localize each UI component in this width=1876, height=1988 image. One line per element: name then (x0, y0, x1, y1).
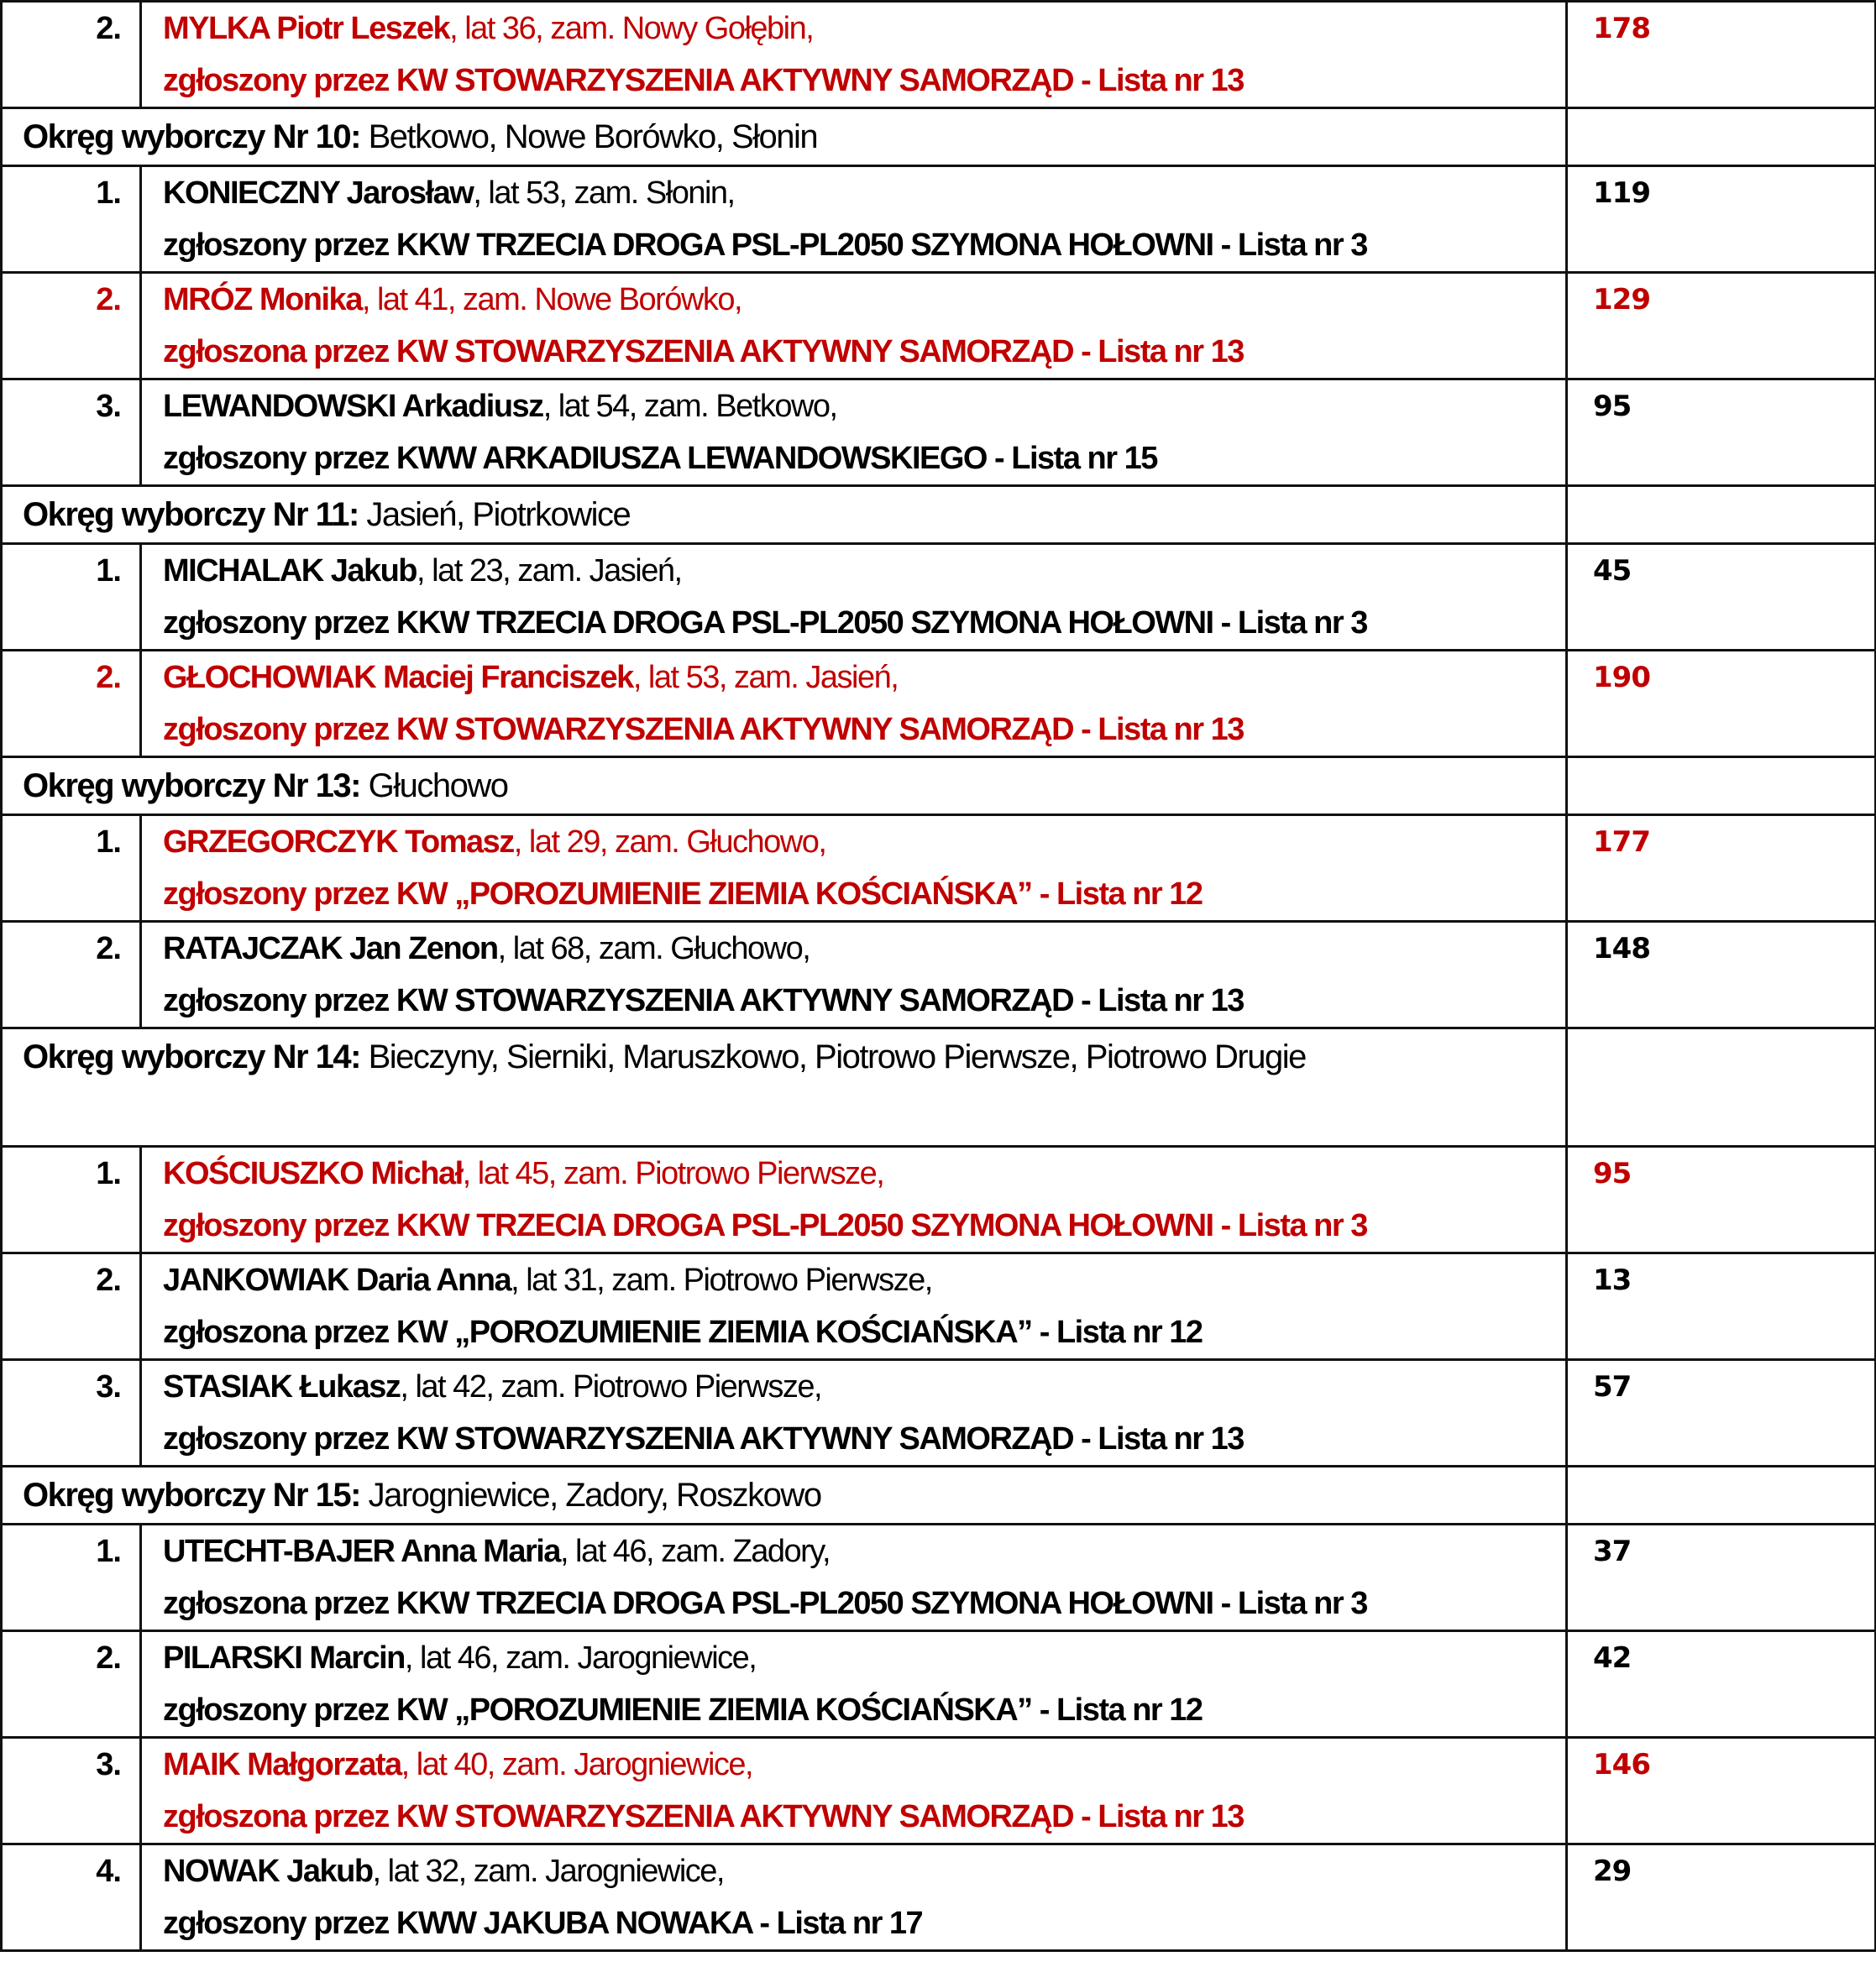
candidate-number-text: 1. (96, 824, 121, 860)
candidate-number (2, 1253, 141, 1360)
candidate-nominating-committee: zgłoszona przez KW STOWARZYSZENIA AKTYWNY SAMORZĄD - Lista nr 13 (163, 1799, 1244, 1834)
district-header (2, 757, 1567, 815)
candidate-row (2, 2, 1876, 108)
candidate-row (2, 1525, 1876, 1631)
candidate-row (2, 379, 1876, 486)
candidate-row (2, 273, 1876, 379)
candidate-number (2, 1844, 141, 1951)
district-header (2, 1467, 1567, 1525)
candidate-nominating-committee: zgłoszony przez KKW TRZECIA DROGA PSL-PL2050 SZYMONA HOŁOWNI - Lista nr 3 (163, 1208, 1367, 1243)
candidate-info (141, 1631, 1567, 1738)
candidate-votes (1567, 1844, 1876, 1951)
candidate-name: NOWAK Jakub (163, 1854, 373, 1889)
candidate-nominating-committee: zgłoszona przez KW „POROZUMIENIE ZIEMIA KOŚCIAŃSKA” - Lista nr 12 (163, 1315, 1203, 1350)
candidate-name: GŁOCHOWIAK Maciej Franciszek (163, 660, 633, 695)
candidate-info (141, 1738, 1567, 1844)
candidate-details: , lat 40, zam. Jarogniewice, (401, 1747, 753, 1782)
candidate-info (141, 1360, 1567, 1467)
candidate-details: , lat 31, zam. Piotrowo Pierwsze, (511, 1263, 932, 1298)
candidate-details: , lat 29, zam. Głuchowo, (513, 824, 826, 860)
candidate-number (2, 1738, 141, 1844)
candidate-nominating-committee: zgłoszony przez KWW JAKUBA NOWAKA - Lista nr 17 (163, 1906, 923, 1941)
candidate-row (2, 651, 1876, 757)
candidate-number-text: 1. (96, 1156, 121, 1191)
candidate-nominating-committee: zgłoszony przez KKW TRZECIA DROGA PSL-PL2050 SZYMONA HOŁOWNI - Lista nr 3 (163, 605, 1367, 641)
votes-count: 42 (1593, 1641, 1632, 1675)
district-header-row (2, 486, 1876, 544)
candidate-name: MRÓZ Monika (163, 282, 362, 317)
candidate-number-text: 2. (96, 1263, 121, 1298)
district-places: Jasień, Piotrkowice (358, 496, 631, 533)
candidate-line-1 (163, 1739, 1565, 1791)
candidate-number (2, 815, 141, 922)
candidate-row (2, 1253, 1876, 1360)
candidate-line-1 (163, 380, 1565, 432)
votes-count: 148 (1593, 932, 1650, 965)
district-header-row (2, 757, 1876, 815)
candidate-details: , lat 36, zam. Nowy Gołębin, (449, 11, 814, 46)
district-places: Jarogniewice, Zadory, Roszkowo (360, 1477, 821, 1514)
candidate-number-text: 2. (96, 11, 121, 46)
candidate-number-text: 2. (96, 660, 121, 695)
candidate-name: KOŚCIUSZKO Michał (163, 1156, 463, 1191)
votes-count: 29 (1593, 1855, 1632, 1888)
district-votes-empty (1567, 1467, 1876, 1525)
votes-count: 177 (1593, 825, 1650, 859)
candidate-number-text: 2. (96, 282, 121, 317)
district-label: Okręg wyborczy Nr 13: (23, 767, 360, 804)
candidate-number-text: 4. (96, 1854, 121, 1889)
candidate-nominating-committee: zgłoszony przez KW „POROZUMIENIE ZIEMIA KOŚCIAŃSKA” - Lista nr 12 (163, 876, 1203, 912)
candidate-details: , lat 41, zam. Nowe Borówko, (361, 282, 742, 317)
candidate-row (2, 815, 1876, 922)
district-label: Okręg wyborczy Nr 14: (23, 1038, 360, 1075)
candidate-info (141, 1525, 1567, 1631)
candidate-number (2, 1147, 141, 1253)
candidate-name: GRZEGORCZYK Tomasz (163, 824, 514, 860)
votes-count: 13 (1593, 1263, 1632, 1297)
candidate-details: , lat 53, zam. Słonin, (473, 175, 735, 211)
candidate-number-text: 3. (96, 1369, 121, 1405)
candidate-info (141, 815, 1567, 922)
candidate-number (2, 2, 141, 108)
candidate-nominating-committee: zgłoszony przez KW STOWARZYSZENIA AKTYWNY SAMORZĄD - Lista nr 13 (163, 983, 1244, 1018)
candidate-info (141, 379, 1567, 486)
candidate-nominating-committee: zgłoszony przez KW STOWARZYSZENIA AKTYWNY SAMORZĄD - Lista nr 13 (163, 63, 1244, 98)
candidate-row (2, 1844, 1876, 1951)
candidate-line-1 (163, 816, 1565, 868)
candidate-nominating-committee: zgłoszona przez KW STOWARZYSZENIA AKTYWNY SAMORZĄD - Lista nr 13 (163, 334, 1244, 369)
candidate-name: RATAJCZAK Jan Zenon (163, 931, 498, 966)
candidate-number (2, 1525, 141, 1631)
candidate-row (2, 1360, 1876, 1467)
candidate-votes (1567, 2, 1876, 108)
candidate-number (2, 544, 141, 651)
district-header-row (2, 1467, 1876, 1525)
candidate-info (141, 922, 1567, 1028)
candidate-info (141, 544, 1567, 651)
candidate-details: , lat 53, zam. Jasień, (632, 660, 899, 695)
votes-count: 95 (1593, 1157, 1632, 1190)
district-label: Okręg wyborczy Nr 11: (23, 496, 359, 533)
candidate-details: , lat 46, zam. Jarogniewice, (404, 1640, 757, 1676)
candidate-details: , lat 46, zam. Zadory, (559, 1534, 831, 1569)
candidate-info (141, 651, 1567, 757)
votes-count: 129 (1593, 283, 1650, 317)
candidate-number-text: 2. (96, 931, 121, 966)
district-header (2, 486, 1567, 544)
candidate-row (2, 544, 1876, 651)
candidate-row (2, 1738, 1876, 1844)
candidate-nominating-committee: zgłoszony przez KW „POROZUMIENIE ZIEMIA KOŚCIAŃSKA” - Lista nr 12 (163, 1692, 1203, 1728)
candidate-votes (1567, 922, 1876, 1028)
votes-count: 37 (1593, 1535, 1632, 1568)
district-votes-empty (1567, 1028, 1876, 1147)
candidate-number-text: 3. (96, 389, 121, 424)
candidate-votes (1567, 815, 1876, 922)
district-places: Głuchowo (360, 767, 508, 804)
candidate-name: KONIECZNY Jarosław (163, 175, 474, 211)
candidate-row (2, 1147, 1876, 1253)
district-header (2, 108, 1567, 166)
candidate-votes (1567, 166, 1876, 273)
district-places: Bieczyny, Sierniki, Maruszkowo, Piotrowo Pierwsze, Piotrowo Drugie (360, 1038, 1306, 1075)
candidate-nominating-committee: zgłoszony przez KW STOWARZYSZENIA AKTYWNY SAMORZĄD - Lista nr 13 (163, 1421, 1244, 1457)
district-label: Okręg wyborczy Nr 10: (23, 118, 360, 155)
votes-count: 95 (1593, 390, 1632, 423)
candidate-details: , lat 23, zam. Jasień, (417, 553, 682, 589)
candidate-number (2, 922, 141, 1028)
candidate-number (2, 1360, 141, 1467)
candidate-details: , lat 45, zam. Piotrowo Pierwsze, (462, 1156, 884, 1191)
candidate-number (2, 273, 141, 379)
candidate-name: STASIAK Łukasz (163, 1369, 401, 1405)
candidate-name: MYLKA Piotr Leszek (163, 11, 450, 46)
candidate-line-1 (163, 1845, 1565, 1897)
candidate-votes (1567, 273, 1876, 379)
candidate-nominating-committee: zgłoszona przez KKW TRZECIA DROGA PSL-PL2050 SZYMONA HOŁOWNI - Lista nr 3 (163, 1586, 1367, 1621)
votes-count: 45 (1593, 554, 1632, 588)
candidate-details: , lat 32, zam. Jarogniewice, (372, 1854, 724, 1889)
candidate-number-text: 2. (96, 1640, 121, 1676)
district-header (2, 1028, 1567, 1147)
candidate-line-1 (163, 274, 1565, 326)
candidate-nominating-committee: zgłoszony przez KWW ARKADIUSZA LEWANDOWSKIEGO - Lista nr 15 (163, 441, 1157, 476)
votes-count: 57 (1593, 1370, 1632, 1404)
candidate-nominating-committee: zgłoszony przez KKW TRZECIA DROGA PSL-PL2050 SZYMONA HOŁOWNI - Lista nr 3 (163, 228, 1367, 263)
candidate-votes (1567, 1525, 1876, 1631)
votes-count: 190 (1593, 661, 1650, 694)
candidate-line-1 (163, 1632, 1565, 1684)
district-header-row (2, 1028, 1876, 1147)
candidate-nominating-committee: zgłoszony przez KW STOWARZYSZENIA AKTYWNY SAMORZĄD - Lista nr 13 (163, 712, 1244, 747)
candidate-line-1 (163, 3, 1565, 55)
candidate-line-1 (163, 923, 1565, 975)
candidate-name: PILARSKI Marcin (163, 1640, 405, 1676)
candidate-number-text: 1. (96, 175, 121, 211)
candidate-votes (1567, 1360, 1876, 1467)
candidate-number (2, 651, 141, 757)
candidate-row (2, 922, 1876, 1028)
candidate-info (141, 1844, 1567, 1951)
district-places: Betkowo, Nowe Borówko, Słonin (360, 118, 818, 155)
candidate-votes (1567, 1147, 1876, 1253)
votes-count: 146 (1593, 1748, 1650, 1781)
candidate-line-1 (163, 1148, 1565, 1200)
candidate-number-text: 1. (96, 1534, 121, 1569)
candidate-details: , lat 68, zam. Głuchowo, (497, 931, 810, 966)
district-votes-empty (1567, 108, 1876, 166)
candidate-number (2, 1631, 141, 1738)
candidate-name: MICHALAK Jakub (163, 553, 417, 589)
candidate-details: , lat 54, zam. Betkowo, (542, 389, 837, 424)
candidate-line-1 (163, 1525, 1565, 1577)
candidate-number-text: 3. (96, 1747, 121, 1782)
candidate-row (2, 1631, 1876, 1738)
candidate-line-1 (163, 1254, 1565, 1306)
candidate-name: MAIK Małgorzata (163, 1747, 401, 1782)
candidate-name: LEWANDOWSKI Arkadiusz (163, 389, 543, 424)
district-votes-empty (1567, 757, 1876, 815)
candidate-name: JANKOWIAK Daria Anna (163, 1263, 511, 1298)
votes-count: 178 (1593, 12, 1650, 45)
candidate-number (2, 379, 141, 486)
candidate-line-1 (163, 545, 1565, 597)
candidate-details: , lat 42, zam. Piotrowo Pierwsze, (400, 1369, 822, 1405)
candidate-info (141, 273, 1567, 379)
candidate-votes (1567, 651, 1876, 757)
candidate-votes (1567, 379, 1876, 486)
district-label: Okręg wyborczy Nr 15: (23, 1477, 360, 1514)
candidate-info (141, 1147, 1567, 1253)
candidate-number-text: 1. (96, 553, 121, 589)
candidate-name: UTECHT-BAJER Anna Maria (163, 1534, 560, 1569)
candidate-row (2, 166, 1876, 273)
candidate-number (2, 166, 141, 273)
candidate-votes (1567, 1253, 1876, 1360)
district-header-row (2, 108, 1876, 166)
candidate-info (141, 2, 1567, 108)
candidate-info (141, 166, 1567, 273)
candidate-line-1 (163, 1361, 1565, 1413)
candidate-line-1 (163, 651, 1565, 704)
candidate-votes (1567, 544, 1876, 651)
candidate-votes (1567, 1631, 1876, 1738)
votes-count: 119 (1593, 176, 1650, 210)
candidate-votes (1567, 1738, 1876, 1844)
results-table-body (2, 2, 1876, 1951)
candidate-info (141, 1253, 1567, 1360)
candidate-line-1 (163, 167, 1565, 219)
district-votes-empty (1567, 486, 1876, 544)
